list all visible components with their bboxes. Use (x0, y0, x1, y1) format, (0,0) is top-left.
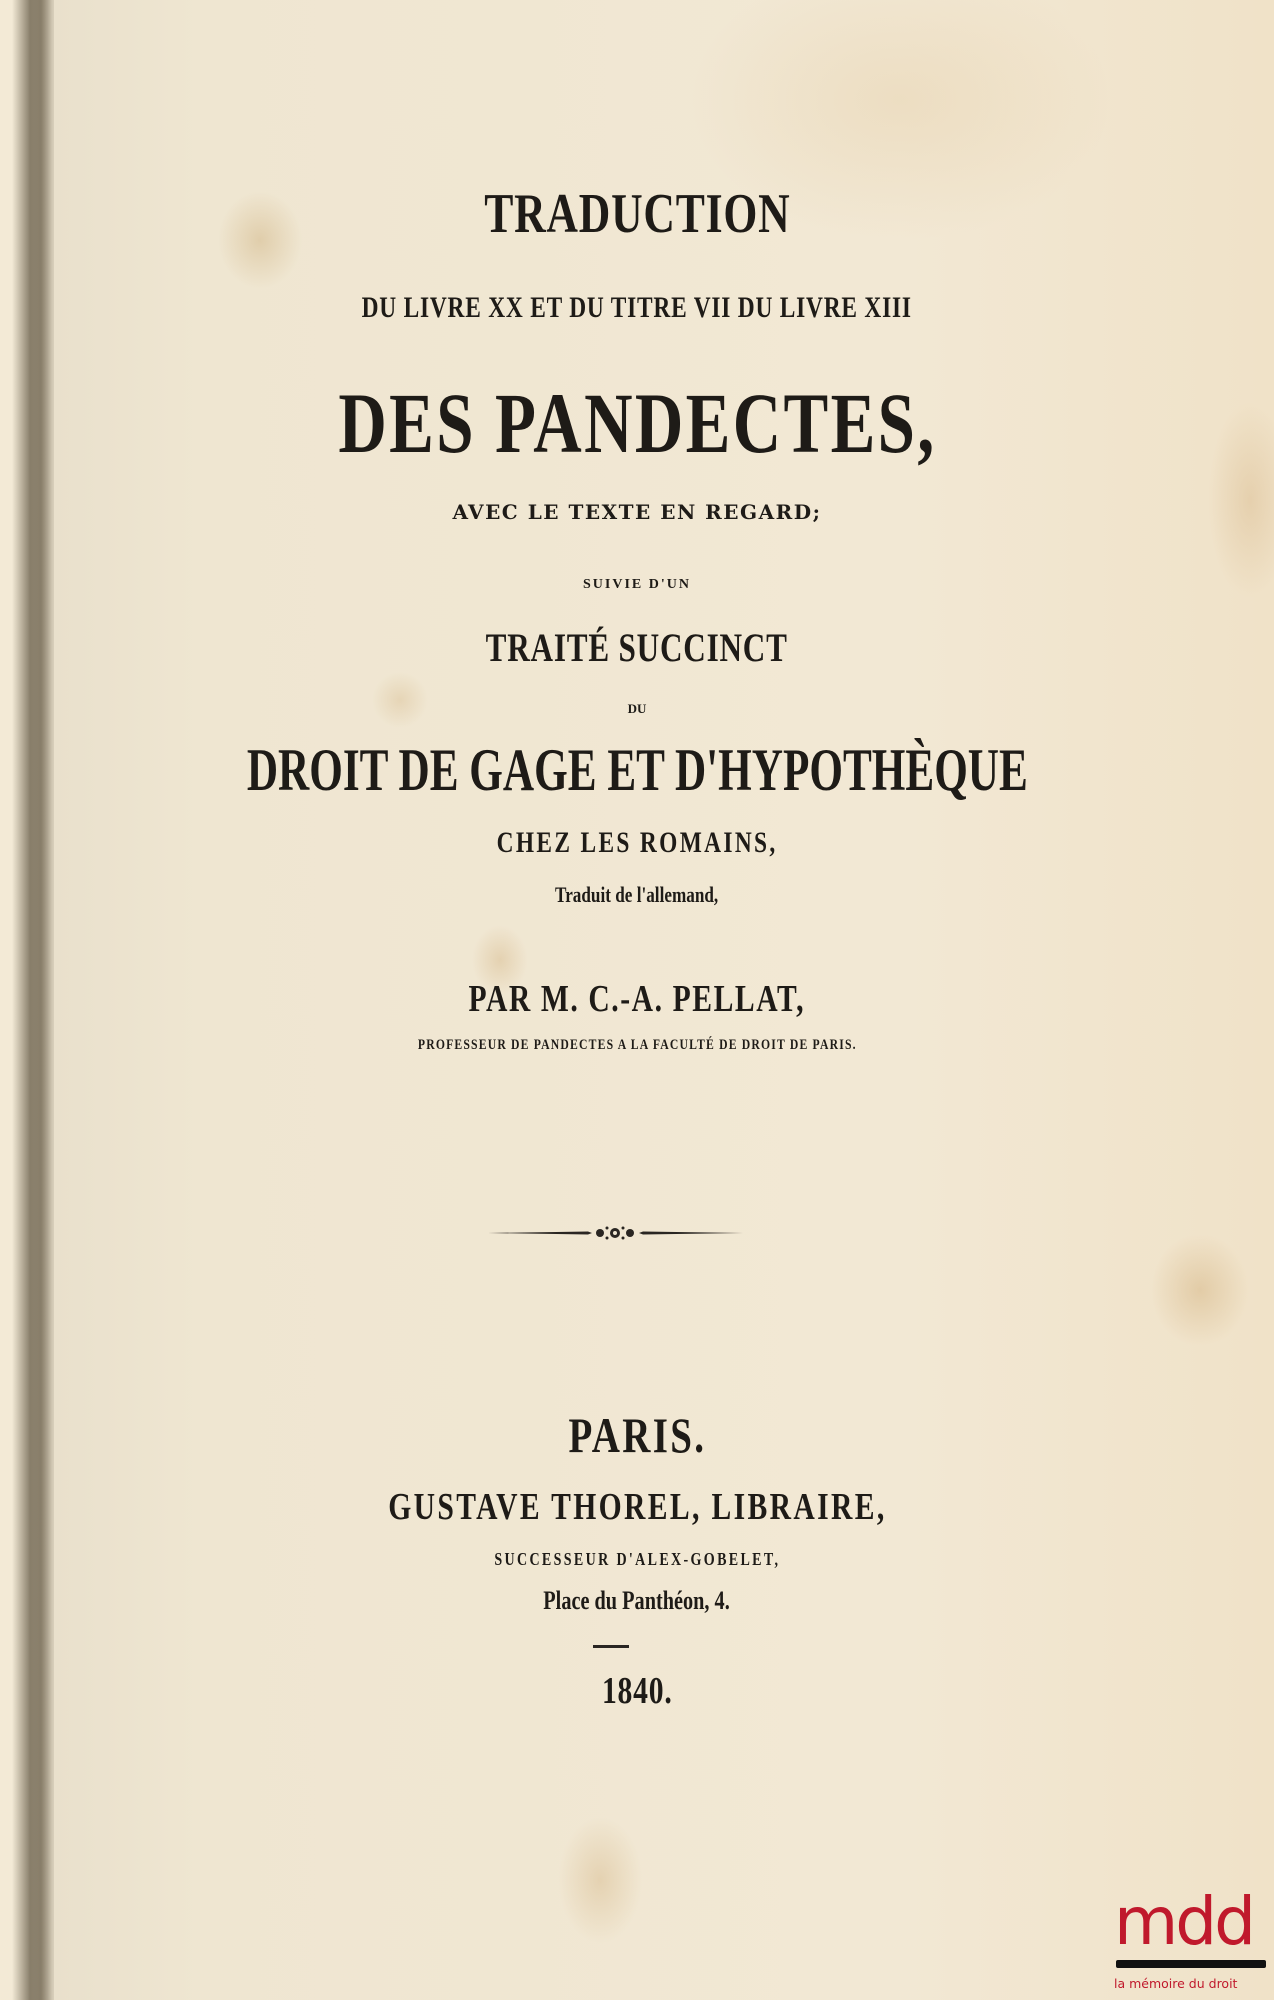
treatise-line: TRAITÉ SUCCINCT (485, 625, 789, 670)
author-title: PROFESSEUR DE PANDECTES A LA FACULTÉ DE DROIT DE PARIS. (417, 1037, 857, 1053)
treatise-title: DROIT DE GAGE ET D'HYPOTHÈQUE (246, 737, 1028, 803)
imprint-city: PARIS. (568, 1407, 706, 1463)
logo-tagline: la mémoire du droit (1114, 1976, 1238, 1991)
heading: TRADUCTION (483, 183, 791, 245)
mdd-watermark-logo (1114, 1883, 1272, 1996)
fleuron-divider-icon (488, 1224, 743, 1242)
main-title: DES PANDECTES, (337, 375, 937, 471)
subheading: DU LIVRE XX ET DU TITRE VII DU LIVRE XIII (361, 291, 913, 324)
of-line: DU (627, 701, 647, 716)
logo-underline (1116, 1960, 1266, 1968)
imprint-divider (593, 1645, 629, 1648)
mdd-logo-icon: mdd (1114, 1883, 1254, 1960)
with-text-line: AVEC LE TEXTE EN REGARD; (452, 500, 822, 524)
imprint-publisher: GUSTAVE THOREL, LIBRAIRE, (387, 1486, 887, 1528)
imprint-address: Place du Panthéon, 4. (543, 1586, 731, 1615)
translated-from: Traduit de l'allemand, (555, 882, 719, 907)
treatise-scope: CHEZ LES ROMAINS, (496, 826, 778, 859)
followed-by-line: SUIVIE D'UN (583, 577, 691, 592)
imprint-successor: SUCCESSEUR D'ALEX-GOBELET, (493, 1549, 781, 1569)
imprint-year: 1840. (601, 1670, 673, 1712)
author-line: PAR M. C.-A. PELLAT, (468, 978, 806, 1020)
